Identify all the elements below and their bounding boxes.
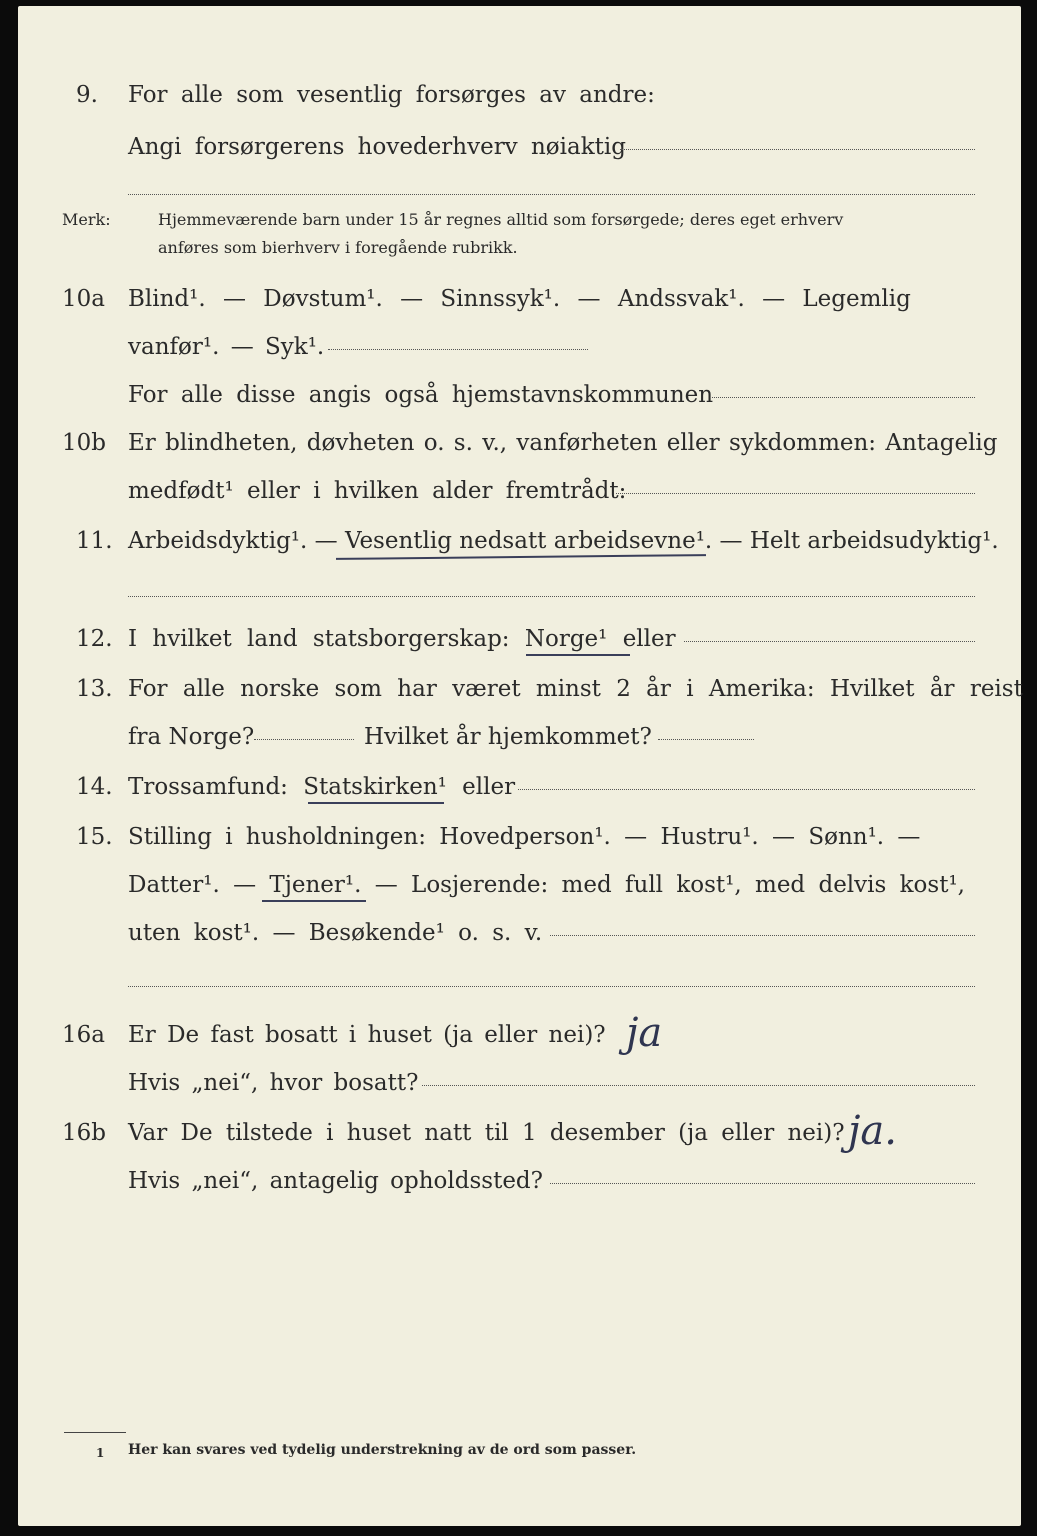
q16a-handwritten-answer[interactable]: ja xyxy=(626,1010,663,1056)
merk-label: Merk: xyxy=(62,210,111,229)
q12-answer-line[interactable] xyxy=(684,641,975,642)
q9-answer-line-2[interactable] xyxy=(128,194,975,195)
q16a-line1: Er De fast bosatt i huset (ja eller nei)? xyxy=(128,1022,606,1048)
q9-number: 9. xyxy=(76,82,98,108)
footnote-rule xyxy=(64,1432,126,1433)
q11-answer-line[interactable] xyxy=(128,596,975,597)
q14-number: 14. xyxy=(76,774,113,800)
q14-line1: Trossamfund: Statskirken¹ eller xyxy=(128,774,516,800)
q9-answer-line[interactable] xyxy=(620,149,975,150)
q16a-residence-line[interactable] xyxy=(422,1085,975,1086)
q13-line2b: Hvilket år hjemkommet? xyxy=(364,724,652,750)
q13-departure-line[interactable] xyxy=(254,739,354,740)
footnote-text: Her kan svares ved tydelig understrekning av de ord som passer. xyxy=(128,1442,637,1458)
footnote-mark: 1 xyxy=(96,1446,105,1460)
q10a-line2: vanfør¹. — Syk¹. xyxy=(128,334,325,360)
q12-line1: I hvilket land statsborgerskap: Norge¹ eller xyxy=(128,626,676,652)
q15-answer-line-2[interactable] xyxy=(128,986,975,987)
q16a-number: 16a xyxy=(62,1022,105,1048)
q11-number: 11. xyxy=(76,528,113,554)
q14-handwritten-underline xyxy=(308,802,444,804)
q12-handwritten-underline xyxy=(526,654,630,656)
q10b-line1: Er blindheten, døvheten o. s. v., vanførheten eller sykdommen: Antagelig xyxy=(128,430,998,456)
q16b-line2: Hvis „nei“, antagelig opholdssted? xyxy=(128,1168,543,1194)
q15-number: 15. xyxy=(76,824,113,850)
q13-return-line[interactable] xyxy=(658,739,754,740)
q16b-line1: Var De tilstede i huset natt til 1 desember (ja eller nei)? xyxy=(128,1120,845,1146)
q10b-answer-line[interactable] xyxy=(616,493,975,494)
q10b-line2: medfødt¹ eller i hvilken alder fremtrådt: xyxy=(128,478,627,504)
q15-line1: Stilling i husholdningen: Hovedperson¹. — Hustru¹. — Sønn¹. — xyxy=(128,824,921,850)
q15-line2: Datter¹. — Tjener¹. — Losjerende: med full kost¹, med delvis kost¹, xyxy=(128,872,965,898)
q10a-line3: For alle disse angis også hjemstavnskommunen xyxy=(128,382,714,408)
q11-line1: Arbeidsdyktig¹. — Vesentlig nedsatt arbeidsevne¹. — Helt arbeidsudyktig¹. xyxy=(128,528,999,554)
q16b-handwritten-answer[interactable]: ja. xyxy=(848,1108,897,1154)
q9-line2: Angi forsørgerens hovederhverv nøiaktig xyxy=(128,134,626,160)
q15-line3: uten kost¹. — Besøkende¹ o. s. v. xyxy=(128,920,543,946)
merk-line2: anføres som bierhverv i foregående rubrikk. xyxy=(158,238,518,257)
q12-number: 12. xyxy=(76,626,113,652)
q15-handwritten-underline xyxy=(262,900,366,902)
q14-answer-line[interactable] xyxy=(518,789,975,790)
q13-line2a: fra Norge? xyxy=(128,724,255,750)
q15-answer-line[interactable] xyxy=(550,935,975,936)
q16a-line2: Hvis „nei“, hvor bosatt? xyxy=(128,1070,419,1096)
q10a-answer-line[interactable] xyxy=(328,349,588,350)
q11-handwritten-underline xyxy=(336,554,706,560)
q13-number: 13. xyxy=(76,676,113,702)
q16b-number: 16b xyxy=(62,1120,106,1146)
q10b-number: 10b xyxy=(62,430,106,456)
q13-line1: For alle norske som har været minst 2 år i Amerika: Hvilket år reist xyxy=(128,676,1023,702)
merk-line1: Hjemmeværende barn under 15 år regnes alltid som forsørgede; deres eget erhverv xyxy=(158,210,844,229)
q16b-location-line[interactable] xyxy=(550,1183,975,1184)
q10a-number: 10a xyxy=(62,286,105,312)
q10a-line1: Blind¹. — Døvstum¹. — Sinnssyk¹. — Andssvak¹. — Legemlig xyxy=(128,286,911,312)
q9-line1: For alle som vesentlig forsørges av andre: xyxy=(128,82,655,108)
census-form-page xyxy=(18,6,1021,1526)
q10a-hometown-line[interactable] xyxy=(712,397,975,398)
